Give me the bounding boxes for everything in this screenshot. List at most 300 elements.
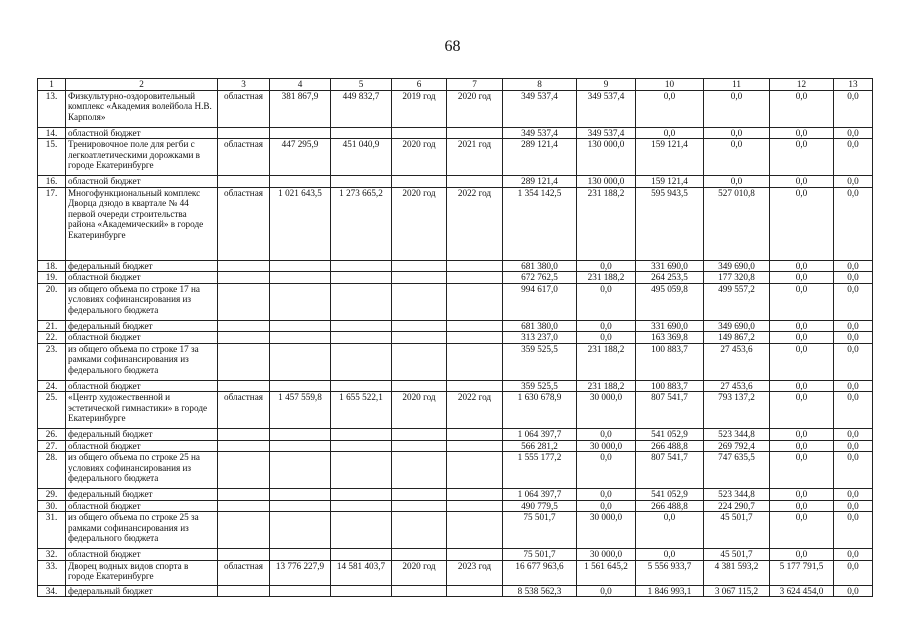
cell-col-13: 0,0 bbox=[834, 176, 873, 188]
column-number-cell: 5 bbox=[331, 79, 392, 91]
cell-col-11: 269 792,4 bbox=[704, 440, 770, 452]
cell-col-4 bbox=[270, 452, 331, 489]
cell-col-4: 1 457 559,8 bbox=[270, 392, 331, 429]
cell-col-5 bbox=[331, 343, 392, 380]
cell-col-7 bbox=[447, 332, 503, 344]
cell-col-8: 1 555 177,2 bbox=[503, 452, 577, 489]
cell-col-9: 130 000,0 bbox=[577, 176, 636, 188]
cell-col-6: 2019 год bbox=[392, 90, 447, 127]
row-name: областной бюджет bbox=[66, 380, 218, 392]
row-number: 26. bbox=[38, 429, 66, 441]
cell-col-6 bbox=[392, 500, 447, 512]
cell-col-5 bbox=[331, 127, 392, 139]
table-row bbox=[38, 585, 873, 597]
cell-col-8: 75 501,7 bbox=[503, 549, 577, 561]
cell-col-12: 0,0 bbox=[770, 489, 834, 501]
cell-col-10: 0,0 bbox=[636, 127, 704, 139]
cell-col-5 bbox=[331, 332, 392, 344]
cell-col-5: 1 655 522,1 bbox=[331, 392, 392, 429]
cell-col-7: 2021 год bbox=[447, 139, 503, 176]
object-level bbox=[218, 500, 270, 512]
cell-col-13: 0,0 bbox=[834, 512, 873, 549]
row-name: из общего объема по строке 17 за рамками софинансирования из федерального бюджета bbox=[66, 343, 218, 380]
cell-col-8: 75 501,7 bbox=[503, 512, 577, 549]
cell-col-10: 266 488,8 bbox=[636, 500, 704, 512]
cell-col-12: 0,0 bbox=[770, 283, 834, 320]
cell-col-12: 0,0 bbox=[770, 187, 834, 260]
cell-col-5 bbox=[331, 380, 392, 392]
row-name: областной бюджет bbox=[66, 549, 218, 561]
cell-col-12: 0,0 bbox=[770, 90, 834, 127]
object-level: областная bbox=[218, 392, 270, 429]
row-name: областной бюджет bbox=[66, 176, 218, 188]
row-number: 13. bbox=[38, 90, 66, 127]
cell-col-4: 447 295,9 bbox=[270, 139, 331, 176]
cell-col-6 bbox=[392, 260, 447, 272]
page-number: 68 bbox=[444, 38, 461, 55]
row-number: 30. bbox=[38, 500, 66, 512]
cell-col-9: 349 537,4 bbox=[577, 127, 636, 139]
table-row bbox=[38, 332, 873, 344]
cell-col-10: 495 059,8 bbox=[636, 283, 704, 320]
cell-col-4: 13 776 227,9 bbox=[270, 560, 331, 585]
table-row bbox=[38, 176, 873, 188]
cell-col-11: 523 344,8 bbox=[704, 489, 770, 501]
cell-col-10: 100 883,7 bbox=[636, 343, 704, 380]
column-number-cell: 1 bbox=[38, 79, 66, 91]
column-number-cell: 12 bbox=[770, 79, 834, 91]
row-number: 34. bbox=[38, 585, 66, 597]
cell-col-5: 14 581 403,7 bbox=[331, 560, 392, 585]
cell-col-6: 2020 год bbox=[392, 139, 447, 176]
cell-col-13: 0,0 bbox=[834, 489, 873, 501]
table-row bbox=[38, 139, 873, 176]
column-number-cell: 2 bbox=[66, 79, 218, 91]
cell-col-8: 681 380,0 bbox=[503, 260, 577, 272]
cell-col-6 bbox=[392, 320, 447, 332]
cell-col-11: 0,0 bbox=[704, 90, 770, 127]
row-number: 18. bbox=[38, 260, 66, 272]
cell-col-11: 27 453,6 bbox=[704, 380, 770, 392]
row-name: областной бюджет bbox=[66, 332, 218, 344]
cell-col-11: 747 635,5 bbox=[704, 452, 770, 489]
cell-col-8: 289 121,4 bbox=[503, 176, 577, 188]
cell-col-8: 681 380,0 bbox=[503, 320, 577, 332]
cell-col-13: 0,0 bbox=[834, 452, 873, 489]
row-number: 16. bbox=[38, 176, 66, 188]
cell-col-10: 100 883,7 bbox=[636, 380, 704, 392]
row-number: 32. bbox=[38, 549, 66, 561]
cell-col-6 bbox=[392, 272, 447, 284]
cell-col-11: 0,0 bbox=[704, 127, 770, 139]
cell-col-7: 2022 год bbox=[447, 392, 503, 429]
cell-col-5 bbox=[331, 429, 392, 441]
row-number: 28. bbox=[38, 452, 66, 489]
row-number: 20. bbox=[38, 283, 66, 320]
cell-col-13: 0,0 bbox=[834, 549, 873, 561]
cell-col-5 bbox=[331, 500, 392, 512]
object-level: областная bbox=[218, 90, 270, 127]
cell-col-11: 0,0 bbox=[704, 139, 770, 176]
cell-col-4 bbox=[270, 176, 331, 188]
row-number: 33. bbox=[38, 560, 66, 585]
cell-col-10: 5 556 933,7 bbox=[636, 560, 704, 585]
table-row bbox=[38, 452, 873, 489]
row-number: 19. bbox=[38, 272, 66, 284]
cell-col-8: 313 237,0 bbox=[503, 332, 577, 344]
table-row bbox=[38, 512, 873, 549]
cell-col-13: 0,0 bbox=[834, 90, 873, 127]
cell-col-6 bbox=[392, 452, 447, 489]
object-level bbox=[218, 549, 270, 561]
object-level: областная bbox=[218, 139, 270, 176]
table-row bbox=[38, 187, 873, 260]
cell-col-12: 0,0 bbox=[770, 332, 834, 344]
cell-col-9: 231 188,2 bbox=[577, 187, 636, 260]
row-name: Дворец водных видов спорта в городе Екатеринбурге bbox=[66, 560, 218, 585]
cell-col-4: 1 021 643,5 bbox=[270, 187, 331, 260]
cell-col-7 bbox=[447, 176, 503, 188]
cell-col-10: 0,0 bbox=[636, 90, 704, 127]
cell-col-13: 0,0 bbox=[834, 343, 873, 380]
cell-col-7: 2020 год bbox=[447, 90, 503, 127]
cell-col-10: 159 121,4 bbox=[636, 176, 704, 188]
cell-col-5 bbox=[331, 176, 392, 188]
cell-col-6 bbox=[392, 176, 447, 188]
cell-col-7 bbox=[447, 127, 503, 139]
cell-col-12: 0,0 bbox=[770, 500, 834, 512]
table-row bbox=[38, 127, 873, 139]
object-level bbox=[218, 489, 270, 501]
row-number: 17. bbox=[38, 187, 66, 260]
object-level bbox=[218, 429, 270, 441]
cell-col-7 bbox=[447, 489, 503, 501]
object-level: областная bbox=[218, 187, 270, 260]
object-level bbox=[218, 260, 270, 272]
row-name: федеральный бюджет bbox=[66, 260, 218, 272]
cell-col-8: 359 525,5 bbox=[503, 380, 577, 392]
cell-col-12: 0,0 bbox=[770, 392, 834, 429]
table-row bbox=[38, 549, 873, 561]
cell-col-5 bbox=[331, 549, 392, 561]
row-number: 25. bbox=[38, 392, 66, 429]
cell-col-12: 0,0 bbox=[770, 127, 834, 139]
cell-col-8: 1 630 678,9 bbox=[503, 392, 577, 429]
table-row bbox=[38, 500, 873, 512]
cell-col-10: 0,0 bbox=[636, 549, 704, 561]
cell-col-10: 331 690,0 bbox=[636, 260, 704, 272]
cell-col-8: 1 354 142,5 bbox=[503, 187, 577, 260]
row-name: федеральный бюджет bbox=[66, 429, 218, 441]
cell-col-12: 5 177 791,5 bbox=[770, 560, 834, 585]
cell-col-8: 289 121,4 bbox=[503, 139, 577, 176]
cell-col-13: 0,0 bbox=[834, 500, 873, 512]
row-number: 27. bbox=[38, 440, 66, 452]
cell-col-6 bbox=[392, 429, 447, 441]
cell-col-10: 264 253,5 bbox=[636, 272, 704, 284]
table-row bbox=[38, 343, 873, 380]
row-number: 22. bbox=[38, 332, 66, 344]
cell-col-7 bbox=[447, 440, 503, 452]
cell-col-9: 30 000,0 bbox=[577, 440, 636, 452]
cell-col-7 bbox=[447, 429, 503, 441]
row-number: 29. bbox=[38, 489, 66, 501]
cell-col-10: 595 943,5 bbox=[636, 187, 704, 260]
cell-col-6 bbox=[392, 489, 447, 501]
cell-col-6 bbox=[392, 512, 447, 549]
object-level bbox=[218, 452, 270, 489]
row-number: 31. bbox=[38, 512, 66, 549]
row-name: областной бюджет bbox=[66, 500, 218, 512]
cell-col-10: 159 121,4 bbox=[636, 139, 704, 176]
cell-col-5 bbox=[331, 272, 392, 284]
table-row bbox=[38, 272, 873, 284]
column-number-cell: 11 bbox=[704, 79, 770, 91]
cell-col-11: 4 381 593,2 bbox=[704, 560, 770, 585]
object-level: областная bbox=[218, 560, 270, 585]
cell-col-6 bbox=[392, 283, 447, 320]
object-level bbox=[218, 176, 270, 188]
column-number-cell: 4 bbox=[270, 79, 331, 91]
cell-col-9: 231 188,2 bbox=[577, 343, 636, 380]
cell-col-6: 2020 год bbox=[392, 392, 447, 429]
cell-col-7 bbox=[447, 500, 503, 512]
cell-col-5 bbox=[331, 283, 392, 320]
object-level bbox=[218, 380, 270, 392]
column-number-cell: 9 bbox=[577, 79, 636, 91]
table-row bbox=[38, 489, 873, 501]
row-name: Физкультурно-оздоровительный комплекс «Академия волейбола Н.В. Карполя» bbox=[66, 90, 218, 127]
cell-col-4 bbox=[270, 343, 331, 380]
cell-col-4 bbox=[270, 585, 331, 597]
cell-col-11: 349 690,0 bbox=[704, 320, 770, 332]
row-name: из общего объема по строке 25 за рамками софинансирования из федерального бюджета bbox=[66, 512, 218, 549]
object-level bbox=[218, 283, 270, 320]
row-name: из общего объема по строке 25 на условиях софинансирования из федерального бюджета bbox=[66, 452, 218, 489]
cell-col-9: 0,0 bbox=[577, 500, 636, 512]
cell-col-5 bbox=[331, 585, 392, 597]
cell-col-4 bbox=[270, 260, 331, 272]
row-name: областной бюджет bbox=[66, 272, 218, 284]
cell-col-6 bbox=[392, 440, 447, 452]
table-row bbox=[38, 380, 873, 392]
cell-col-13: 0,0 bbox=[834, 560, 873, 585]
cell-col-6: 2020 год bbox=[392, 560, 447, 585]
cell-col-8: 16 677 963,6 bbox=[503, 560, 577, 585]
cell-col-7 bbox=[447, 512, 503, 549]
cell-col-6 bbox=[392, 549, 447, 561]
cell-col-11: 45 501,7 bbox=[704, 512, 770, 549]
cell-col-13: 0,0 bbox=[834, 272, 873, 284]
cell-col-11: 523 344,8 bbox=[704, 429, 770, 441]
cell-col-13: 0,0 bbox=[834, 260, 873, 272]
column-number-cell: 13 bbox=[834, 79, 873, 91]
cell-col-8: 490 779,5 bbox=[503, 500, 577, 512]
cell-col-13: 0,0 bbox=[834, 585, 873, 597]
cell-col-4 bbox=[270, 283, 331, 320]
object-level bbox=[218, 332, 270, 344]
cell-col-10: 807 541,7 bbox=[636, 392, 704, 429]
cell-col-5 bbox=[331, 489, 392, 501]
cell-col-9: 0,0 bbox=[577, 283, 636, 320]
cell-col-7 bbox=[447, 585, 503, 597]
column-number-cell: 10 bbox=[636, 79, 704, 91]
object-level bbox=[218, 512, 270, 549]
cell-col-12: 0,0 bbox=[770, 380, 834, 392]
cell-col-11: 349 690,0 bbox=[704, 260, 770, 272]
cell-col-5 bbox=[331, 452, 392, 489]
cell-col-12: 0,0 bbox=[770, 260, 834, 272]
cell-col-8: 994 617,0 bbox=[503, 283, 577, 320]
cell-col-11: 27 453,6 bbox=[704, 343, 770, 380]
table-row bbox=[38, 560, 873, 585]
budget-table bbox=[37, 78, 873, 597]
cell-col-12: 0,0 bbox=[770, 452, 834, 489]
row-name: федеральный бюджет bbox=[66, 320, 218, 332]
cell-col-9: 130 000,0 bbox=[577, 139, 636, 176]
row-name: Многофункциональный комплекс Дворца дзюдо в квартале № 44 первой очереди строительства района «Академический» в городе Екатеринбурге bbox=[66, 187, 218, 260]
cell-col-9: 349 537,4 bbox=[577, 90, 636, 127]
cell-col-13: 0,0 bbox=[834, 187, 873, 260]
cell-col-9: 1 561 645,2 bbox=[577, 560, 636, 585]
cell-col-13: 0,0 bbox=[834, 320, 873, 332]
cell-col-4 bbox=[270, 500, 331, 512]
cell-col-5: 1 273 665,2 bbox=[331, 187, 392, 260]
cell-col-12: 0,0 bbox=[770, 272, 834, 284]
cell-col-10: 331 690,0 bbox=[636, 320, 704, 332]
cell-col-13: 0,0 bbox=[834, 283, 873, 320]
row-number: 15. bbox=[38, 139, 66, 176]
row-number: 24. bbox=[38, 380, 66, 392]
cell-col-8: 1 064 397,7 bbox=[503, 489, 577, 501]
cell-col-4 bbox=[270, 127, 331, 139]
cell-col-11: 0,0 bbox=[704, 176, 770, 188]
cell-col-5: 449 832,7 bbox=[331, 90, 392, 127]
cell-col-9: 30 000,0 bbox=[577, 549, 636, 561]
cell-col-13: 0,0 bbox=[834, 139, 873, 176]
cell-col-11: 224 290,7 bbox=[704, 500, 770, 512]
cell-col-5 bbox=[331, 512, 392, 549]
cell-col-4 bbox=[270, 380, 331, 392]
cell-col-9: 0,0 bbox=[577, 320, 636, 332]
object-level bbox=[218, 320, 270, 332]
cell-col-13: 0,0 bbox=[834, 332, 873, 344]
cell-col-13: 0,0 bbox=[834, 429, 873, 441]
cell-col-9: 0,0 bbox=[577, 260, 636, 272]
object-level bbox=[218, 272, 270, 284]
column-number-cell: 8 bbox=[503, 79, 577, 91]
cell-col-12: 0,0 bbox=[770, 320, 834, 332]
cell-col-10: 0,0 bbox=[636, 512, 704, 549]
cell-col-8: 1 064 397,7 bbox=[503, 429, 577, 441]
cell-col-7 bbox=[447, 343, 503, 380]
cell-col-13: 0,0 bbox=[834, 380, 873, 392]
cell-col-9: 0,0 bbox=[577, 452, 636, 489]
cell-col-12: 0,0 bbox=[770, 139, 834, 176]
cell-col-4 bbox=[270, 272, 331, 284]
cell-col-11: 499 557,2 bbox=[704, 283, 770, 320]
cell-col-5 bbox=[331, 260, 392, 272]
table-row bbox=[38, 320, 873, 332]
cell-col-9: 30 000,0 bbox=[577, 512, 636, 549]
cell-col-7 bbox=[447, 272, 503, 284]
cell-col-10: 541 052,9 bbox=[636, 489, 704, 501]
cell-col-6 bbox=[392, 332, 447, 344]
cell-col-6 bbox=[392, 380, 447, 392]
cell-col-10: 266 488,8 bbox=[636, 440, 704, 452]
column-number-row bbox=[38, 79, 873, 91]
cell-col-9: 231 188,2 bbox=[577, 380, 636, 392]
cell-col-8: 359 525,5 bbox=[503, 343, 577, 380]
cell-col-6: 2020 год bbox=[392, 187, 447, 260]
table-row bbox=[38, 429, 873, 441]
object-level bbox=[218, 343, 270, 380]
cell-col-4 bbox=[270, 549, 331, 561]
cell-col-11: 793 137,2 bbox=[704, 392, 770, 429]
column-number-cell: 3 bbox=[218, 79, 270, 91]
cell-col-7: 2023 год bbox=[447, 560, 503, 585]
cell-col-6 bbox=[392, 343, 447, 380]
object-level bbox=[218, 585, 270, 597]
cell-col-7 bbox=[447, 283, 503, 320]
cell-col-12: 0,0 bbox=[770, 549, 834, 561]
cell-col-9: 0,0 bbox=[577, 332, 636, 344]
cell-col-7 bbox=[447, 260, 503, 272]
cell-col-4 bbox=[270, 512, 331, 549]
cell-col-12: 0,0 bbox=[770, 512, 834, 549]
cell-col-11: 3 067 115,2 bbox=[704, 585, 770, 597]
cell-col-12: 0,0 bbox=[770, 440, 834, 452]
cell-col-4: 381 867,9 bbox=[270, 90, 331, 127]
cell-col-5: 451 040,9 bbox=[331, 139, 392, 176]
row-name: Тренировочное поле для регби с легкоатлетическими дорожками в городе Екатеринбурге bbox=[66, 139, 218, 176]
row-name: областной бюджет bbox=[66, 127, 218, 139]
cell-col-8: 349 537,4 bbox=[503, 90, 577, 127]
cell-col-7 bbox=[447, 320, 503, 332]
row-name: из общего объема по строке 17 на условиях софинансирования из федерального бюджета bbox=[66, 283, 218, 320]
cell-col-6 bbox=[392, 585, 447, 597]
row-name: областной бюджет bbox=[66, 440, 218, 452]
row-name: федеральный бюджет bbox=[66, 489, 218, 501]
cell-col-4 bbox=[270, 320, 331, 332]
cell-col-13: 0,0 bbox=[834, 392, 873, 429]
cell-col-8: 8 538 562,3 bbox=[503, 585, 577, 597]
table-row bbox=[38, 260, 873, 272]
cell-col-12: 3 624 454,0 bbox=[770, 585, 834, 597]
cell-col-10: 1 846 993,1 bbox=[636, 585, 704, 597]
cell-col-10: 163 369,8 bbox=[636, 332, 704, 344]
cell-col-10: 541 052,9 bbox=[636, 429, 704, 441]
cell-col-11: 149 867,2 bbox=[704, 332, 770, 344]
cell-col-12: 0,0 bbox=[770, 176, 834, 188]
row-number: 21. bbox=[38, 320, 66, 332]
cell-col-6 bbox=[392, 127, 447, 139]
object-level bbox=[218, 440, 270, 452]
cell-col-7 bbox=[447, 380, 503, 392]
table-row bbox=[38, 392, 873, 429]
cell-col-10: 807 541,7 bbox=[636, 452, 704, 489]
cell-col-8: 566 281,2 bbox=[503, 440, 577, 452]
cell-col-7: 2022 год bbox=[447, 187, 503, 260]
row-name: федеральный бюджет bbox=[66, 585, 218, 597]
table-row bbox=[38, 90, 873, 127]
cell-col-11: 45 501,7 bbox=[704, 549, 770, 561]
row-number: 23. bbox=[38, 343, 66, 380]
object-level bbox=[218, 127, 270, 139]
cell-col-9: 0,0 bbox=[577, 489, 636, 501]
cell-col-13: 0,0 bbox=[834, 440, 873, 452]
cell-col-12: 0,0 bbox=[770, 343, 834, 380]
